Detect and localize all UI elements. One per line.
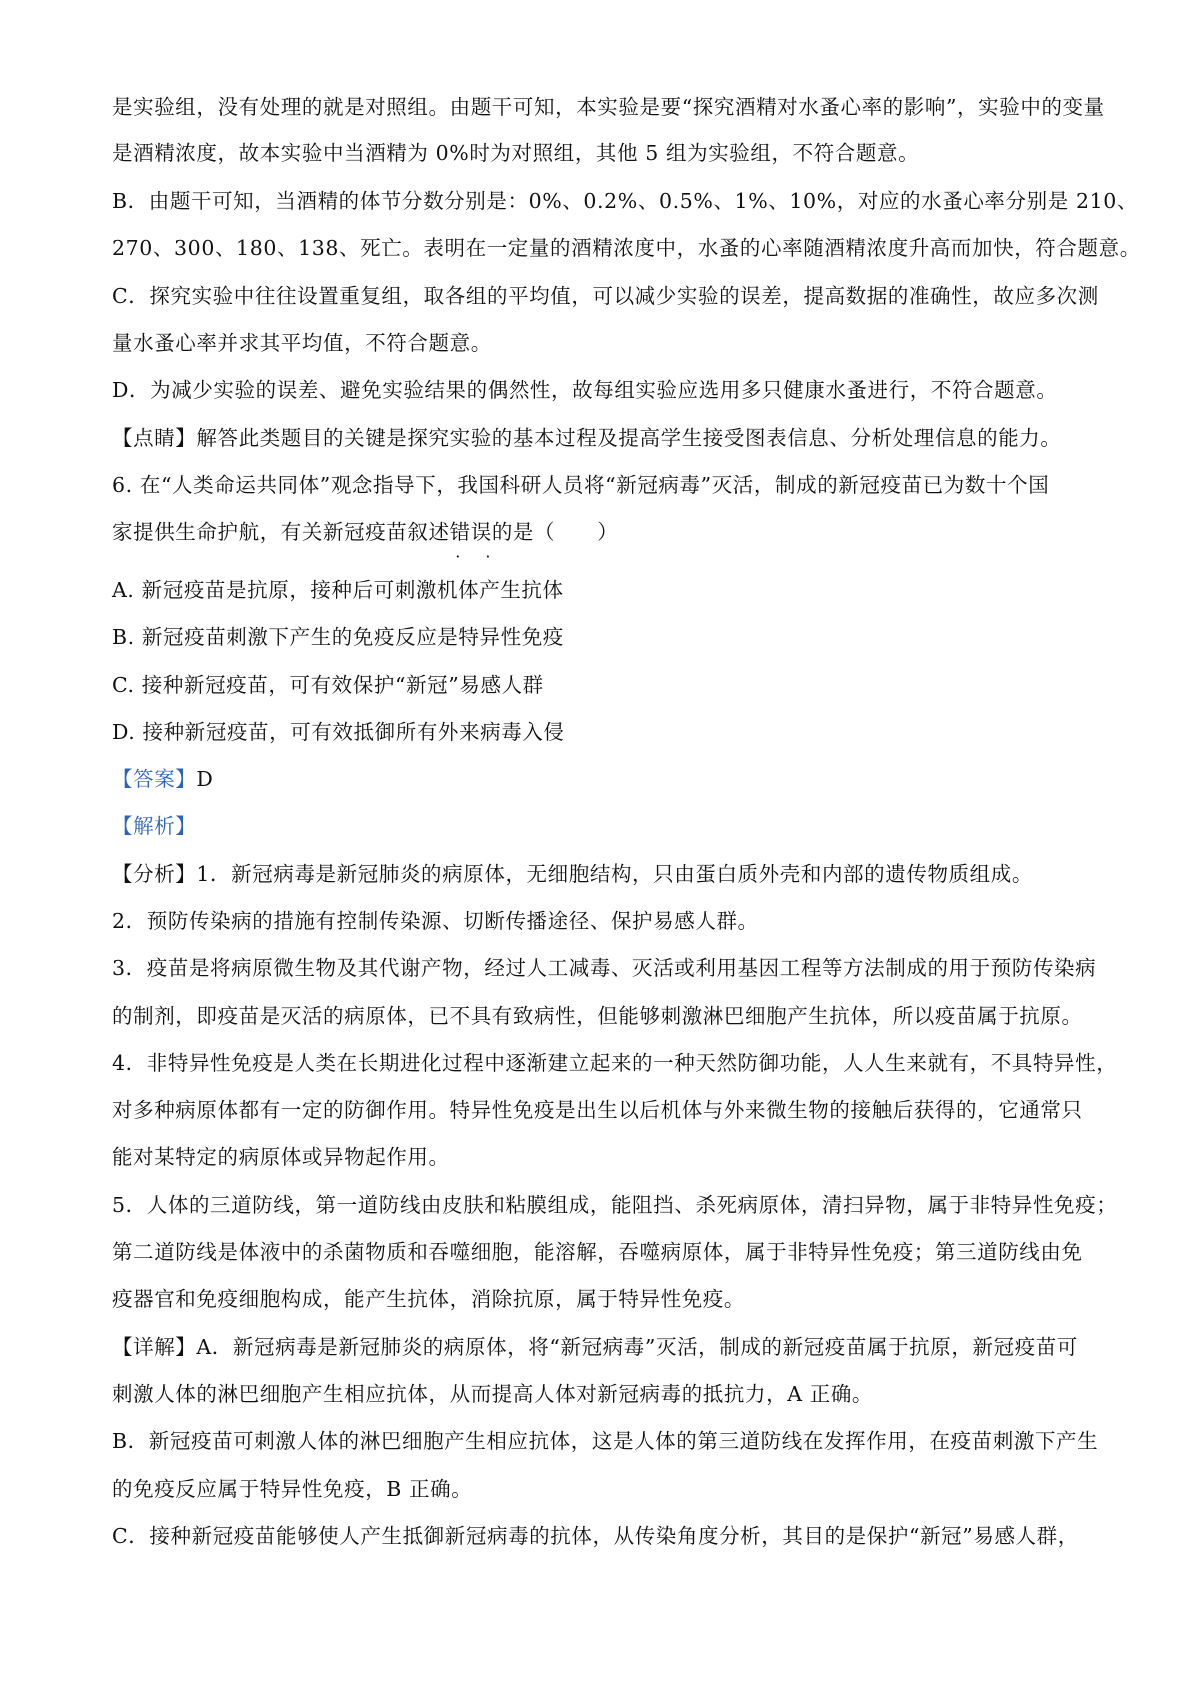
option-b-explanation-line: B．由题干可知，当酒精的体节分数分别是：0%、0.2%、0.5%、1%、10%，对应的水蚤心率分别是 210、: [112, 189, 1138, 213]
text-line: 是实验组，没有处理的就是对照组。由题干可知，本实验是要“探究酒精对水蚤心率的影响”，实验中的变量: [112, 95, 1105, 119]
analysis-line: 5．人体的三道防线，第一道防线由皮肤和粘膜组成，能阻挡、杀死病原体，清扫异物，属于非特异性免疫；: [112, 1193, 1118, 1217]
option-c: C. 接种新冠疫苗，可有效保护“新冠”易感人群: [112, 673, 544, 697]
analysis-line: 4．非特异性免疫是人类在长期进化过程中逐渐建立起来的一种天然防御功能，人人生来就有，不具特异性，: [112, 1051, 1118, 1075]
question-6-stem-continued: [112, 517, 618, 547]
option-a: A. 新冠疫苗是抗原，接种后可刺激机体产生抗体: [112, 578, 564, 602]
question-6-stem: 6. 在“人类命运共同体”观念指导下，我国科研人员将“新冠病毒”灭活，制成的新冠疫苗已为数十个国: [112, 473, 1050, 497]
detail-line: 刺激人体的淋巴细胞产生相应抗体，从而提高人体对新冠病毒的抵抗力，A 正确。: [112, 1382, 874, 1406]
detail-line: 的免疫反应属于特异性免疫，B 正确。: [112, 1477, 473, 1501]
detail-line: B．新冠疫苗可刺激人体的淋巴细胞产生相应抗体，这是人体的第三道防线在发挥作用，在疫苗刺激下产生: [112, 1429, 1099, 1453]
stem-before: 家提供生命护航，有关新冠疫苗叙述: [112, 520, 450, 544]
option-c-explanation-line: C．探究实验中往往设置重复组，取各组的平均值，可以减少实验的误差，提高数据的准确性，故应多次测: [112, 284, 1099, 308]
answer-value: D: [196, 767, 214, 791]
answer-line: [112, 764, 213, 794]
stem-after: 的是（ ）: [491, 520, 619, 544]
detail-line: C．接种新冠疫苗能够使人产生抵御新冠病毒的抗体，从传染角度分析，其目的是保护“新冠”易感人群，: [112, 1524, 1079, 1548]
text-line: 270、300、180、138、死亡。表明在一定量的酒精浓度中，水蚤的心率随酒精浓度升高而加快，符合题意。: [112, 236, 1141, 260]
analysis-line: 对多种病原体都有一定的防御作用。特异性免疫是出生以后机体与外来微生物的接触后获得的，它通常只: [112, 1098, 1083, 1122]
analysis-line: 能对某特定的病原体或异物起作用。: [112, 1145, 450, 1169]
analysis-line: 第二道防线是体液中的杀菌物质和吞噬细胞，能溶解，吞噬病原体，属于非特异性免疫；第三道防线由免: [112, 1240, 1083, 1264]
dianjing-note: 【点睛】解答此类题目的关键是探究实验的基本过程及提高学生接受图表信息、分析处理信息的能力。: [112, 426, 1062, 450]
option-d: D. 接种新冠疫苗，可有效抵御所有外来病毒入侵: [112, 720, 565, 744]
analysis-line: 3．疫苗是将病原微生物及其代谢产物，经过人工减毒、灭活或利用基因工程等方法制成的用于预防传染病: [112, 956, 1097, 980]
analysis-line: 【分析】1．新冠病毒是新冠肺炎的病原体，无细胞结构，只由蛋白质外壳和内部的遗传物质组成。: [112, 862, 1033, 886]
emphasized-word: 错误 · ·: [450, 520, 492, 544]
analysis-line: 2．预防传染病的措施有控制传染源、切断传播途径、保护易感人群。: [112, 909, 759, 933]
analysis-label: 【解析】: [112, 814, 197, 838]
answer-label: 【答案】: [112, 767, 197, 791]
analysis-line: 的制剂，即疫苗是灭活的病原体，已不具有致病性，但能够刺激淋巴细胞产生抗体，所以疫苗属于抗原。: [112, 1004, 1083, 1028]
analysis-line: 疫器官和免疫细胞构成，能产生抗体，消除抗原，属于特异性免疫。: [112, 1287, 745, 1311]
option-d-explanation-line: D．为减少实验的误差、避免实验结果的偶然性，故每组实验应选用多只健康水蚤进行，不符合题意。: [112, 378, 1058, 402]
text-line: 量水蚤心率并求其平均值，不符合题意。: [112, 331, 492, 355]
detail-line: 【详解】A．新冠病毒是新冠肺炎的病原体，将“新冠病毒”灭活，制成的新冠疫苗属于抗原，新冠疫苗可: [112, 1335, 1078, 1359]
option-b: B. 新冠疫苗刺激下产生的免疫反应是特异性免疫: [112, 625, 564, 649]
text-line: 是酒精浓度，故本实验中当酒精为 0%时为对照组，其他 5 组为实验组，不符合题意。: [112, 141, 920, 165]
